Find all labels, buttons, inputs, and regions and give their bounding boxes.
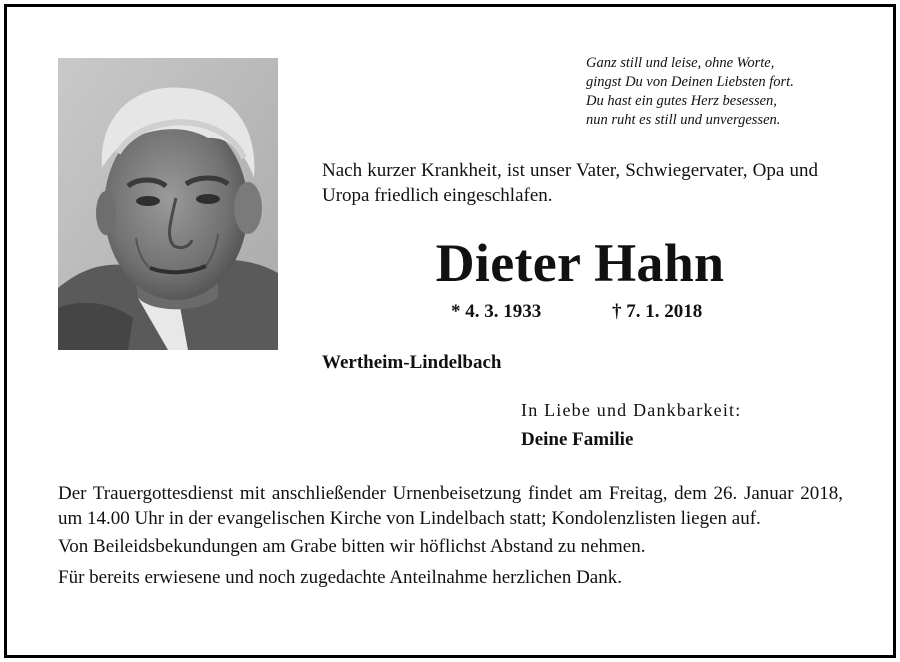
poem-line: gingst Du von Deinen Liebsten fort. <box>586 74 794 90</box>
deceased-name: Dieter Hahn <box>435 233 725 293</box>
portrait-photo <box>58 58 278 350</box>
condolence-notice: Von Beileidsbekundungen am Grabe bitten wir höflichst Abstand zu nehmen. <box>58 536 646 557</box>
poem-line: Ganz still und leise, ohne Worte, <box>586 55 775 71</box>
notice-body <box>58 482 843 596</box>
signature: Deine Familie <box>521 429 634 450</box>
poem-line: nun ruht es still und unvergessen. <box>586 112 781 128</box>
service-notice: Der Trauergottesdienst mit anschließender Urnenbeisetzung findet am Freitag, dem 26. Januar 2018, um 14.00 Uhr in der evangelischen Kirche von Lindelbach statt; Kondolenzlisten liegen auf. <box>58 483 843 529</box>
death-date: † 7. 1. 2018 <box>612 301 703 322</box>
intro-text: Nach kurzer Krankheit, ist unser Vater, Schwiegervater, Opa und Uropa friedlich eingeschlafen. <box>322 160 818 206</box>
memorial-poem <box>586 54 856 130</box>
gratitude-notice: Für bereits erwiesene und noch zugedachte Anteilnahme herzlichen Dank. <box>58 566 622 588</box>
poem-line: Du hast ein gutes Herz besessen, <box>586 93 777 109</box>
closing-line: In Liebe und Dankbarkeit: <box>521 400 742 420</box>
birth-date: * 4. 3. 1933 <box>451 301 542 322</box>
place-of-residence: Wertheim-Lindelbach <box>322 352 502 373</box>
